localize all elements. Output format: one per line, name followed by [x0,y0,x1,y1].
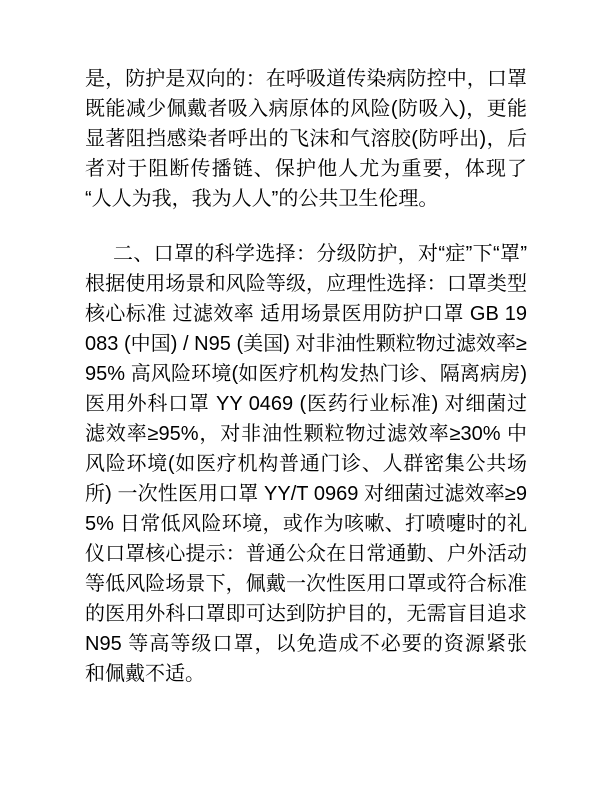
paragraph-two-way-protection: 是，防护是双向的：在呼吸道传染病防控中，口罩既能减少佩戴者吸入病原体的风险(防吸入)，更能显著阻挡感染者呼出的飞沫和气溶胶(防呼出)，后者对于阻断传播链、保护他人尤为重要，体现了“人人为我，我为人人”的公共卫生伦理。 [85,68,527,210]
paragraph-mask-scientific-selection: 二、口罩的科学选择：分级防护，对“症”下“罩”根据使用场景和风险等级，应理性选择：口罩类型 核心标准 过滤效率 适用场景医用防护口罩 GB 19083 (中国) / N95 (美国) 对非油性颗粒物过滤效率≥95% 高风险环境(如医疗机构发热门诊、隔离病房) 医用外科口罩 YY 0469 (医药行业标准) 对细菌过滤效率≥95%，对非油性颗粒物过滤效率≥30% 中风险环境(如医疗机构普通门诊、人群密集公共场所) 一次性医用口罩 YY/T 0969 对细菌过滤效率≥95% 日常低风险环境，或作为咳嗽、打喷嚏时的礼仪口罩核心提示：普通公众在日常通勤、户外活动等低风险场景下，佩戴一次性医用口罩或符合标准的医用外科口罩即可达到防护目的，无需盲目追求 N95 等高等级口罩，以免造成不必要的资源紧张和佩戴不适。 [85,243,527,685]
